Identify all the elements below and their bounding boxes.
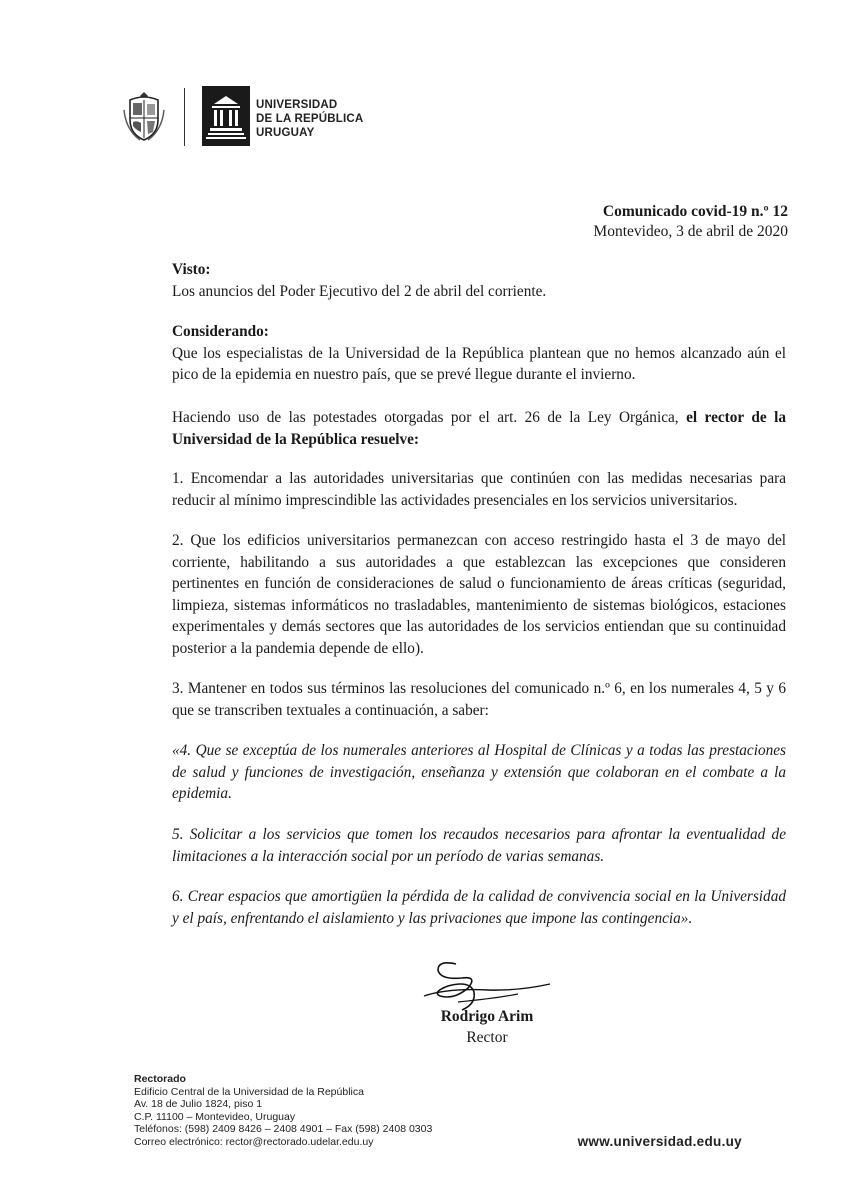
signer-role: Rector [466, 1029, 508, 1046]
quoted-numeral-6: 6. Crear espacios que amortigüen la pérdida de la calidad de convivencia social en la Universidad y el país, enfrentando el aislamiento y las privaciones que impone las contingencia». [172, 888, 786, 927]
footer-line: Edificio Central de la Universidad de la República [134, 1085, 364, 1098]
resolution-item-1: 1. Encomendar a las autoridades universitarias que continúen con las medidas necesarias para reducir al mínimo imprescindible las actividades presenciales en los servicios universitarios. [172, 470, 786, 509]
footer-line: Av. 18 de Julio 1824, piso 1 [134, 1098, 263, 1111]
resolve-text: Haciendo uso de las potestades otorgadas por el art. 26 de la Ley Orgánica, [172, 409, 679, 426]
footer-line: Teléfonos: (598) 2409 8426 – 2408 4901 – Fax (598) 2408 0303 [134, 1123, 433, 1136]
university-building-logo-icon [202, 86, 250, 153]
considerando-section [172, 321, 786, 386]
letterhead [118, 86, 418, 156]
coat-of-arms-icon [122, 90, 166, 147]
place-date: Montevideo, 3 de abril de 2020 [593, 223, 788, 240]
document-heading [593, 202, 788, 242]
considerando-heading: Considerando: [172, 323, 269, 340]
university-name-line: UNIVERSIDAD [256, 99, 338, 111]
visto-heading: Visto: [172, 261, 211, 278]
header-divider [184, 88, 185, 146]
visto-section [172, 259, 786, 302]
resolve-paragraph [172, 407, 786, 450]
quoted-numeral-5: 5. Solicitar a los servicios que tomen los recaudos necesarios para afrontar la eventualidad de limitaciones a la interacción social por un período de varias semanas. [172, 826, 786, 865]
quoted-numeral-4: «4. Que se exceptúa de los numerales anteriores al Hospital de Clínicas y a todas las prestaciones de salud y funciones de investigación, enseñanza y extensión que colaboran en el combate a la epidemia. [172, 742, 786, 802]
comunicado-number: Comunicado covid-19 n.º 12 [602, 203, 788, 220]
footer-address [134, 1073, 432, 1149]
resolve-bold: el rector de la Universidad de la República resuelve: [172, 409, 786, 448]
visto-text: Los anuncios del Poder Ejecutivo del 2 de abril del corriente. [172, 282, 547, 300]
university-name-line: DE LA REPÚBLICA [256, 113, 364, 125]
resolution-item-2: 2. Que los edificios universitarios permanezcan con acceso restringido hasta el 3 de mayo del corriente, habilitando a sus autoridades a que establezcan las excepciones que consideren pertinentes en función de consideraciones de salud o funcionamiento de áreas críticas (seguridad, limpieza, sistemas informáticos no trasladables, mantenimiento de sistemas biológicos, estaciones experimentales y demás sectores que las autoridades de los servicios entiendan que su continuidad posterior a la pandemia depende de ello). [172, 532, 786, 657]
footer-heading: Rectorado [134, 1073, 186, 1085]
resolution-item-3: 3. Mantener en todos sus términos las resoluciones del comunicado n.º 6, en los numerales 4, 5 y 6 que se transcriben textuales a continuación, a saber: [172, 680, 786, 719]
footer-line: Correo electrónico: rector@rectorado.udelar.edu.uy [134, 1135, 374, 1148]
university-name-line: URUGUAY [256, 127, 315, 139]
footer-line: C.P. 11100 – Montevideo, Uruguay [134, 1110, 296, 1123]
university-name [256, 98, 363, 140]
website-link[interactable]: www.universidad.edu.uy [577, 1134, 742, 1149]
signer-name: Rodrigo Arim [440, 1008, 534, 1025]
considerando-text: Que los especialistas de la Universidad de la República plantean que no hemos alcanzado aún el pico de la epidemia en nuestro país, que se prevé llegue durante el invierno. [172, 344, 786, 383]
